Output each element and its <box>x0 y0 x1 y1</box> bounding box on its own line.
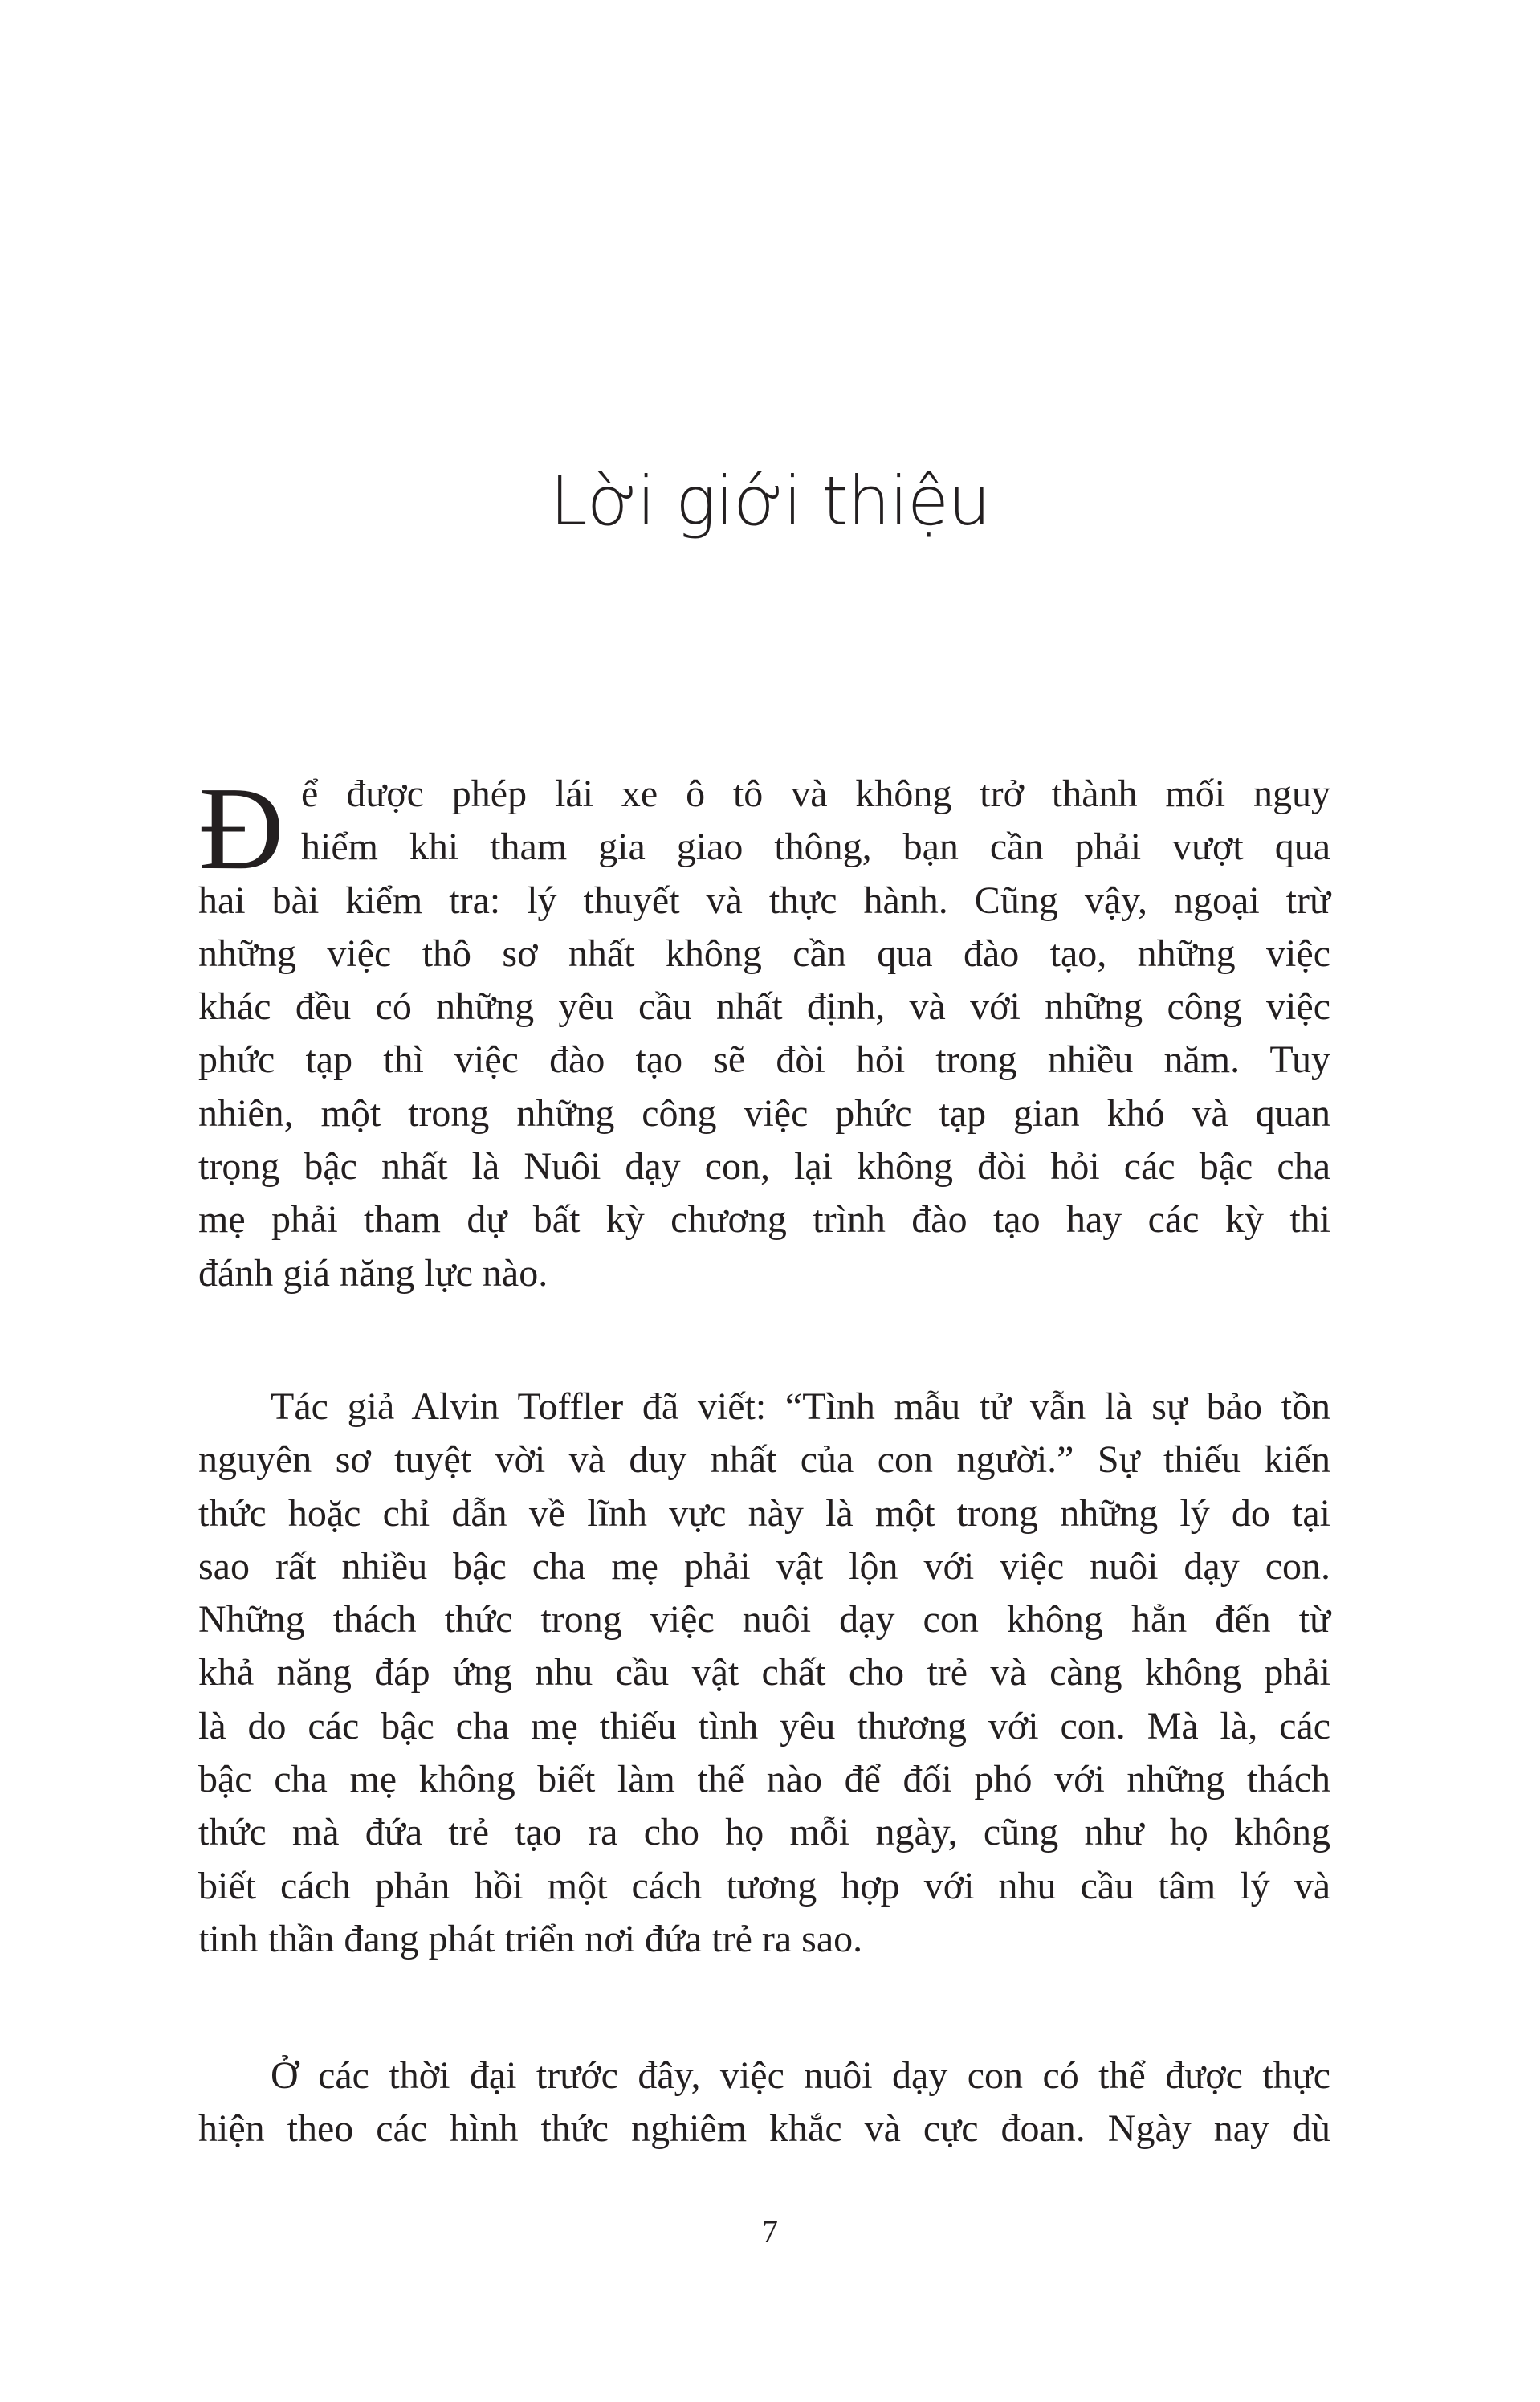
paragraph-3 <box>198 2049 1330 2156</box>
text-line: phức tạp thì việc đào tạo sẽ đòi hỏi trong nhiều năm. Tuy <box>198 1038 1330 1082</box>
text-line: hai bài kiểm tra: lý thuyết và thực hành. Cũng vậy, ngoại trừ <box>198 879 1330 922</box>
text-line: hiểm khi tham gia giao thông, bạn cần phải vượt qua <box>301 826 1330 869</box>
text-line: mẹ phải tham dự bất kỳ chương trình đào tạo hay các kỳ thi <box>198 1198 1330 1242</box>
text-line: là do các bậc cha mẹ thiếu tình yêu thương với con. Mà là, các <box>198 1704 1330 1747</box>
text-line: thức hoặc chỉ dẫn về lĩnh vực này là một trong những lý do tại <box>198 1491 1330 1535</box>
chapter-title: Lời giới thiệu <box>549 462 991 540</box>
text-line: tinh thần đang phát triển nơi đứa trẻ ra sao. <box>198 1917 863 1960</box>
text-line: thức mà đứa trẻ tạo ra cho họ mỗi ngày, cũng như họ không <box>198 1811 1330 1854</box>
text-line: bậc cha mẹ không biết làm thế nào để đối phó với những thách <box>198 1758 1330 1801</box>
page-number: 7 <box>762 2213 778 2249</box>
text-line: những việc thô sơ nhất không cần qua đào tạo, những việc <box>198 932 1330 975</box>
text-line: nhiên, một trong những công việc phức tạp gian khó và quan <box>198 1091 1330 1135</box>
text-line: trọng bậc nhất là Nuôi dạy con, lại không đòi hỏi các bậc cha <box>198 1145 1330 1189</box>
text-line: sao rất nhiều bậc cha mẹ phải vật lộn với việc nuôi dạy con. <box>198 1544 1330 1588</box>
text-line: Tác giả Alvin Toffler đã viết: “Tình mẫu tử vẫn là sự bảo tồn <box>271 1385 1330 1428</box>
text-line: biết cách phản hồi một cách tương hợp với nhu cầu tâm lý và <box>198 1864 1330 1907</box>
text-line: khả năng đáp ứng nhu cầu vật chất cho trẻ và càng không phải <box>198 1651 1330 1694</box>
text-line: Ở các thời đại trước đây, việc nuôi dạy con có thể được thực <box>271 2054 1330 2097</box>
text-line: Những thách thức trong việc nuôi dạy con không hẳn đến từ <box>198 1598 1330 1641</box>
text-line: nguyên sơ tuyệt vời và duy nhất của con người.” Sự thiếu kiến <box>198 1438 1330 1482</box>
text-line: đánh giá năng lực nào. <box>198 1251 548 1295</box>
paragraph-1 <box>198 763 1330 1300</box>
drop-cap: Đ <box>198 763 284 895</box>
text-line: hiện theo các hình thức nghiêm khắc và cực đoan. Ngày nay dù <box>198 2107 1330 2151</box>
paragraph-2 <box>198 1380 1330 1966</box>
text-line: ể được phép lái xe ô tô và không trở thành mối nguy <box>301 773 1330 815</box>
text-line: khác đều có những yêu cầu nhất định, và với những công việc <box>198 985 1330 1029</box>
